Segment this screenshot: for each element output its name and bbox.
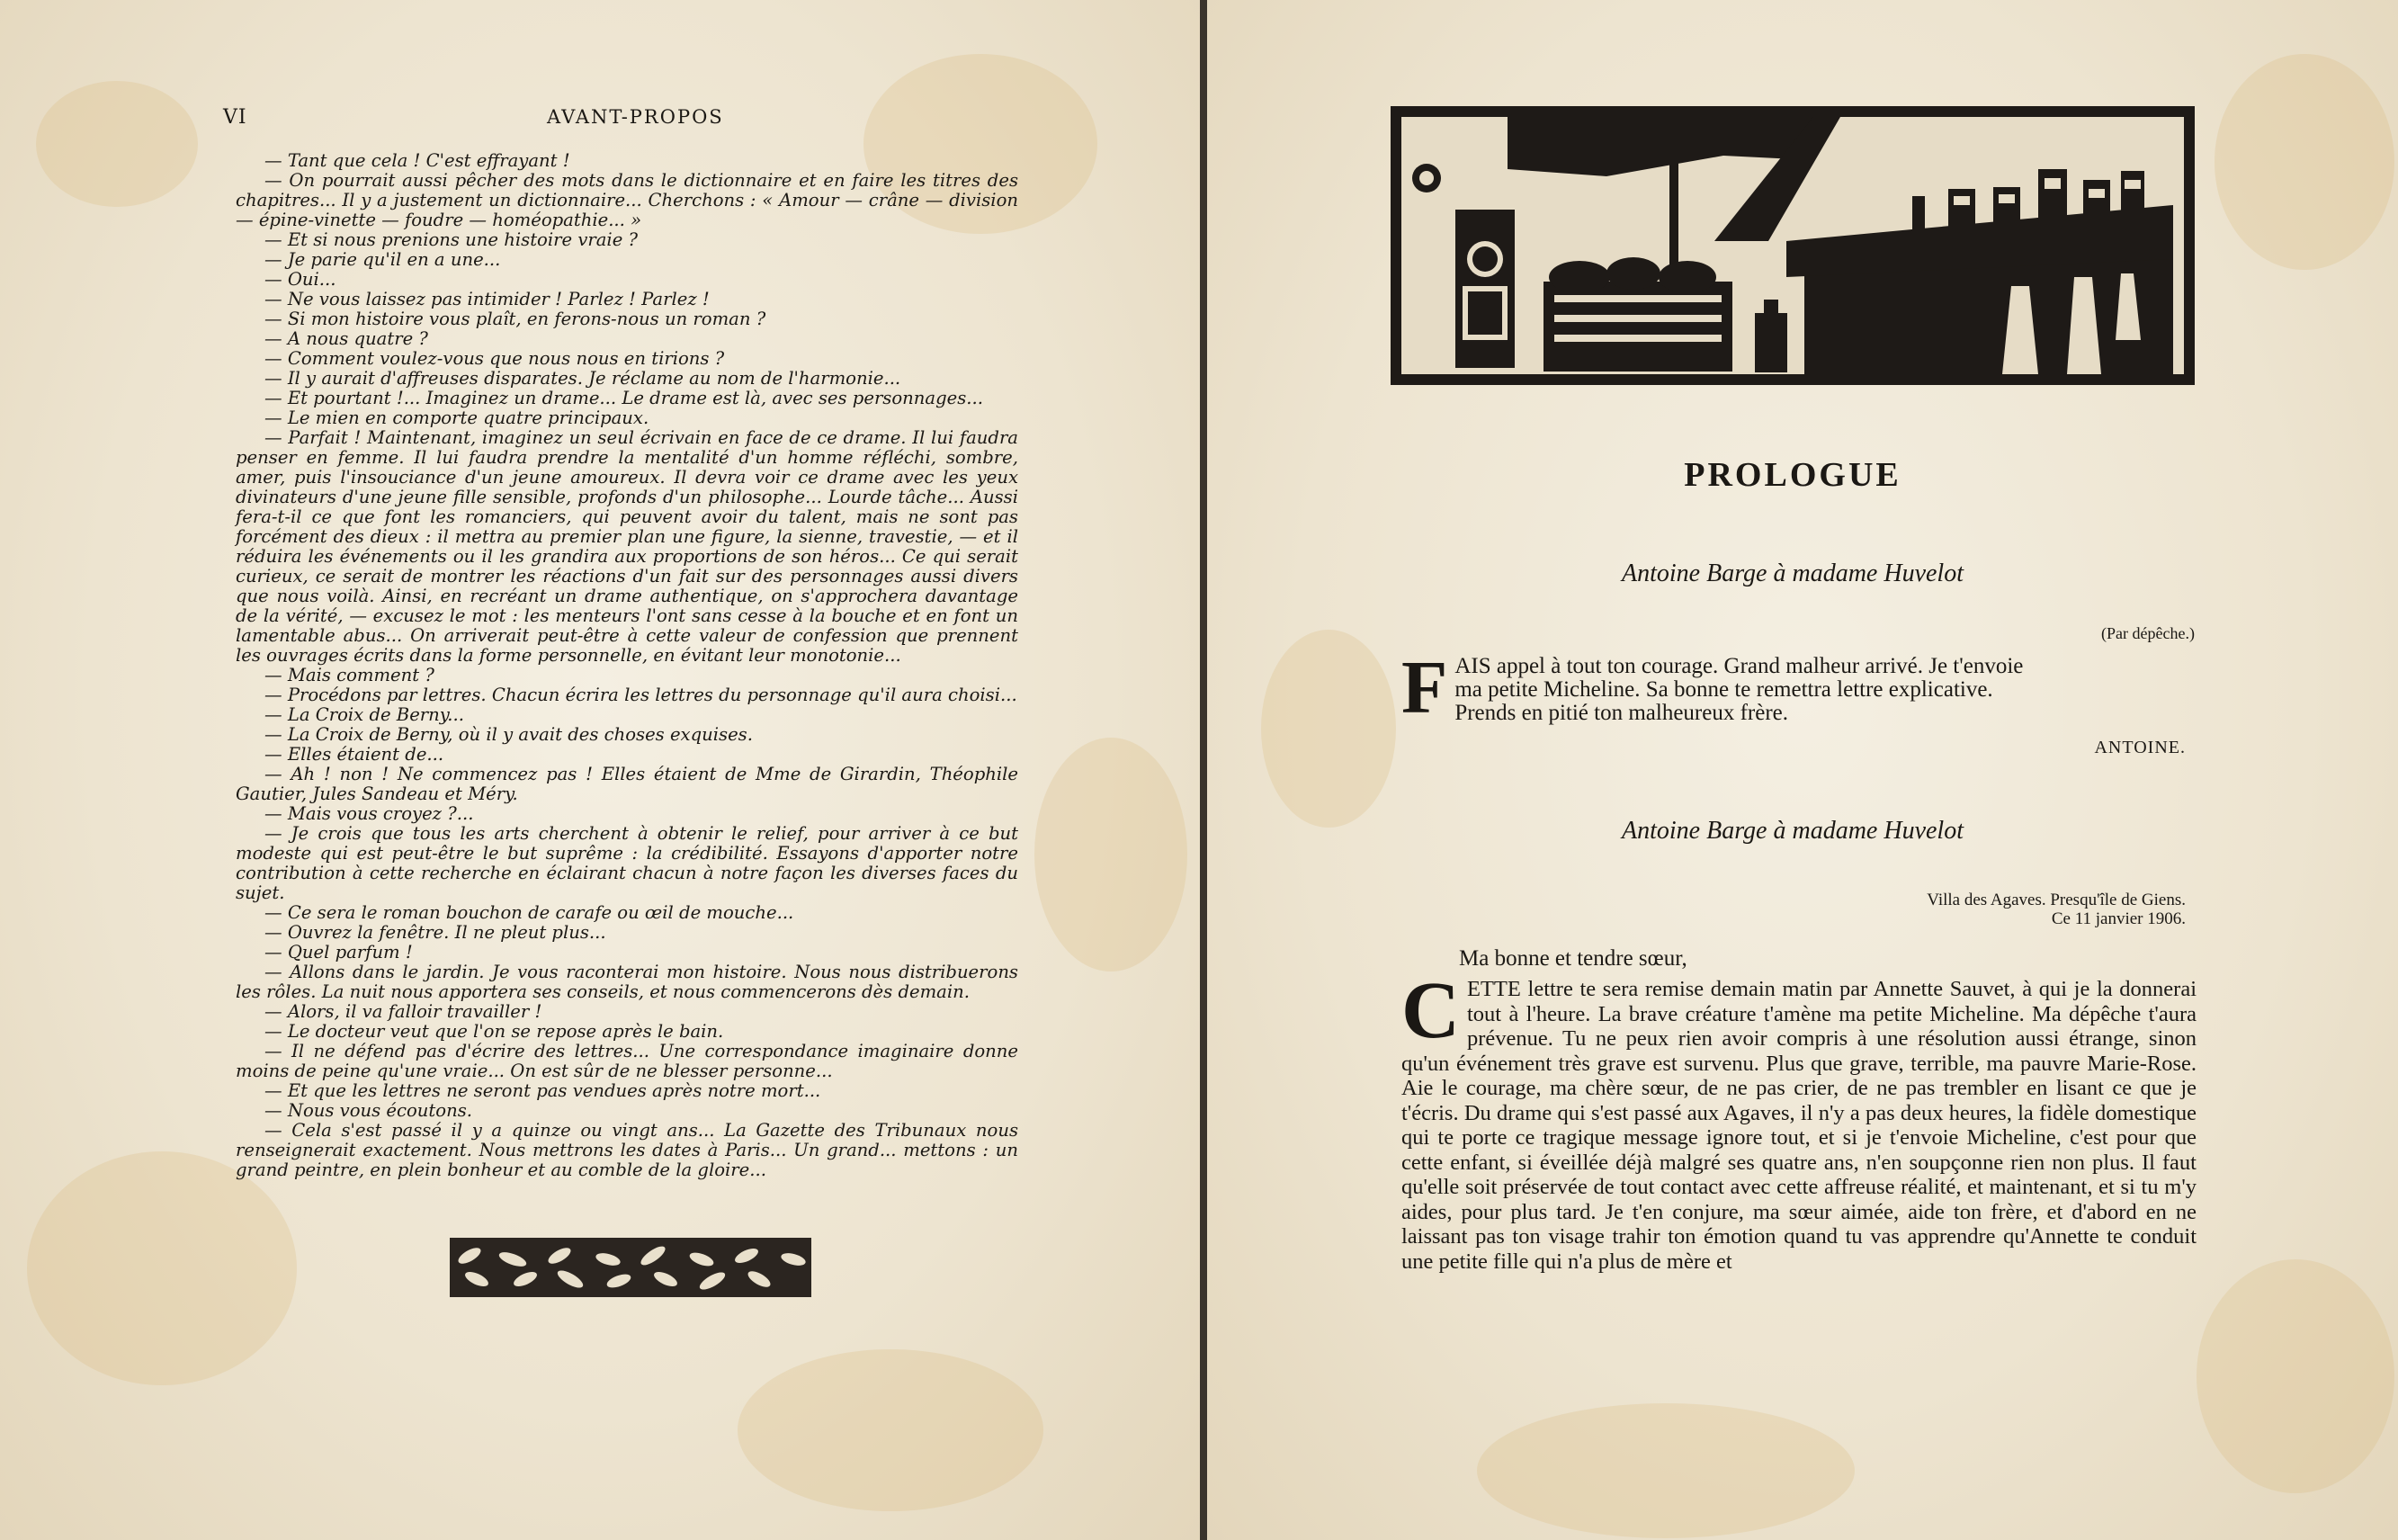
dialogue-line: — Mais vous croyez ?... <box>264 803 474 824</box>
dialogue-line: — Cela s'est passé il y a quinze ou vingt ans... La Gazette des Tribunaux nous renseignerait exactement. Nous mettrons les dates à Paris... Un grand... mettons : un grand peintre, en plein bonheur et au comble de la gloire... <box>236 1120 1018 1180</box>
telegram-text <box>1401 646 2197 730</box>
running-title: AVANT-PROPOS <box>547 106 724 128</box>
dialogue-line: — Si mon histoire vous plaît, en ferons-nous un roman ? <box>264 309 766 329</box>
salutation: Ma bonne et tendre sœur, <box>1459 946 1687 971</box>
dialogue-line: — Alors, il va falloir travailler ! <box>264 1001 542 1022</box>
paper-stain <box>1477 1403 1855 1538</box>
dialogue-line: — Nous vous écoutons. <box>264 1100 472 1121</box>
paper-stain <box>2215 54 2394 270</box>
paper-stain <box>1034 738 1187 971</box>
running-head <box>223 106 1033 133</box>
dialogue-line: — On pourrait aussi pêcher des mots dans le dictionnaire et en faire les titres des chapitres... Il y a justement un dictionnaire... Cherchons : « Amour — crâne — division — épine-vinette — foudre — homéopathie... » <box>236 170 1018 230</box>
dialogue-line: — Procédons par lettres. Chacun écrira les lettres du personnage qu'il aura choisi... <box>264 685 1017 705</box>
dialogue-line: — Comment voulez-vous que nous nous en tirions ? <box>264 348 725 369</box>
dialogue-line: — Elles étaient de... <box>264 744 444 765</box>
place: Villa des Agaves. Presqu'île de Giens. <box>1927 891 2186 909</box>
telegram-line: ma petite Micheline. Sa bonne te remettra lettre explicative. <box>1454 677 1993 702</box>
dialogue-line: — Et si nous prenions une histoire vraie ? <box>264 229 639 250</box>
letter-heading: Antoine Barge à madame Huvelot <box>1622 817 1964 845</box>
paper-stain <box>1261 630 1396 828</box>
dialogue-line: — Mais comment ? <box>264 665 434 685</box>
dialogue-line: — Je parie qu'il en a une... <box>264 249 501 270</box>
dialogue-line: — Quel parfum ! <box>264 942 413 962</box>
dialogue-line: — La Croix de Berny, où il y avait des choses exquises. <box>264 724 753 745</box>
page-number: VI <box>223 106 247 129</box>
chapter-title: PROLOGUE <box>1684 456 1901 494</box>
small-caps-word: ETTE <box>1467 977 1521 1001</box>
dialogue-line: — La Croix de Berny... <box>264 704 464 725</box>
telegram-note: (Par dépêche.) <box>2101 624 2195 642</box>
telegram-line: Prends en pitié ton malheureux frère. <box>1454 701 1789 725</box>
dialogue-line: — Et que les lettres ne seront pas vendues après notre mort... <box>264 1080 821 1101</box>
dialogue-text <box>236 151 1018 1180</box>
dialogue-line: — A nous quatre ? <box>264 328 428 349</box>
dialogue-line: — Il y aurait d'affreuses disparates. Je réclame au nom de l'harmonie... <box>264 368 901 389</box>
signature: ANTOINE. <box>2094 738 2186 757</box>
dialogue-line: — Parfait ! Maintenant, imaginez un seul écrivain en face de ce drame. Il lui faudra penser en femme. Il lui faudra prendre la mentalité d'un homme réfléchi, sombre, amer, puis l'insouciance d'un jeune amoureux. Il devra voir ce drame avec les yeux divinateurs d'une jeune fille sensible, profonds d'un philosophe... Lourde tâche... Aussi fera-t-il ce que font les romanciers, qui peuvent avoir du talent, mais ne sont pas forcément des dieux : il mettra au premier plan une figure, la sienne, travestie, — et il réduira les événements ou il les grandira aux proportions de son héros... Ce qui serait curieux, ce serait de montrer les réactions d'un fait sur des personnages aussi divers que nous voilà. Ainsi, en recréant un drame authentique, on s'approchera davantage de la vérité, — excusez le mot : les menteurs l'ont sans cesse à la bouche et en font un lamentable abus... On arriverait peut-être à cette valeur de confession que prennent les ouvrages écrits dans la forme personnelle, en évitant leur monotonie... <box>236 427 1018 666</box>
dialogue-line: — Je crois que tous les arts cherchent à obtenir le relief, pour arriver à ce but modeste qui est peut-être le but suprême : la crédibilité. Essayons d'apporter notre contribution à cette recherche en éclairant chacun à notre façon les diverses faces du sujet. <box>236 823 1018 903</box>
dialogue-line: — Et pourtant !... Imaginez un drame... Le drame est là, avec ses personnages... <box>264 388 983 408</box>
letter-body <box>1401 966 2197 1274</box>
paper-stain <box>36 81 198 207</box>
paper-stain <box>738 1349 1043 1511</box>
dialogue-line: — Il ne défend pas d'écrire des lettres... Une correspondance imaginaire donne moins de peine qu'une vraie... On est sûr de ne blesser personne... <box>236 1041 1018 1081</box>
dialogue-line: — Ce sera le roman bouchon de carafe ou œil de mouche... <box>264 902 794 923</box>
book-gutter <box>1200 0 1207 1540</box>
dialogue-line: — Tant que cela ! C'est effrayant ! <box>264 150 570 171</box>
dialogue-line: — Allons dans le jardin. Je vous raconterai mon histoire. Nous nous distribuerons les rôles. La nuit nous apportera ses conseils, et nous commencerons dès demain. <box>236 962 1018 1002</box>
letter-body-text: lettre te sera remise demain matin par Annette Sauvet, à qui je la donnerai tout à l'heure. La brave créature t'amène ma petite Micheline. Ma dépêche t'aura prévenue. Tu ne peux rien avoir compris à une résolution aussi étrange, sinon qu'un événement très grave est survenu. Plus que grave, terrible, ma pauvre Marie-Rose. Aie le courage, ma chère sœur, de ne pas crier, de ne pas trembler en lisant ce que je t'écris. Du drame qui s'est passé aux Agaves, il n'y a pas deux heures, la fidèle domestique qui te porte ce tragique message ignore tout, et si je t'envoie Micheline, c'est pour que cette enfant, si éveillée déjà malgré ses quatre ans, n'en soupçonne rien non plus. Il faut qu'elle soit préservée de tout contact avec cette affreuse réalité, et maintenant, et si tu m'y aides, pour plus tard. Je t'en conjure, ma sœur aimée, aide ton frère, et d'abord en ne laissant pas ton visage trahir ton émotion quand tu vas apprendre qu'Annette te conduit une petite fille qui n'a plus de mère et <box>1401 977 2197 1274</box>
woodcut-illustration <box>1391 106 2195 385</box>
leaf-ornament <box>450 1238 811 1297</box>
small-caps-word: AIS <box>1454 654 1491 678</box>
drop-cap: C <box>1401 966 1460 1055</box>
date: Ce 11 janvier 1906. <box>2051 909 2186 928</box>
paper-stain <box>27 1151 297 1385</box>
telegram-line: AIS appel à tout ton courage. Grand malheur arrivé. Je t'envoie <box>1454 654 2024 678</box>
dialogue-line: — Ouvrez la fenêtre. Il ne pleut plus... <box>264 922 606 943</box>
dialogue-line: — Ah ! non ! Ne commencez pas ! Elles étaient de Mme de Girardin, Théophile Gautier, Jules Sandeau et Méry. <box>236 764 1018 804</box>
dialogue-line: — Oui... <box>264 269 336 290</box>
right-page <box>1207 0 2398 1540</box>
drop-cap: F <box>1401 646 1448 730</box>
dialogue-line: — Ne vous laissez pas intimider ! Parlez ! Parlez ! <box>264 289 710 309</box>
letter-heading: Antoine Barge à madame Huvelot <box>1622 560 1964 587</box>
paper-stain <box>2197 1259 2394 1493</box>
dialogue-line: — Le mien en comporte quatre principaux. <box>264 407 649 428</box>
dateline <box>1391 891 2186 928</box>
dialogue-line: — Le docteur veut que l'on se repose après le bain. <box>264 1021 724 1042</box>
